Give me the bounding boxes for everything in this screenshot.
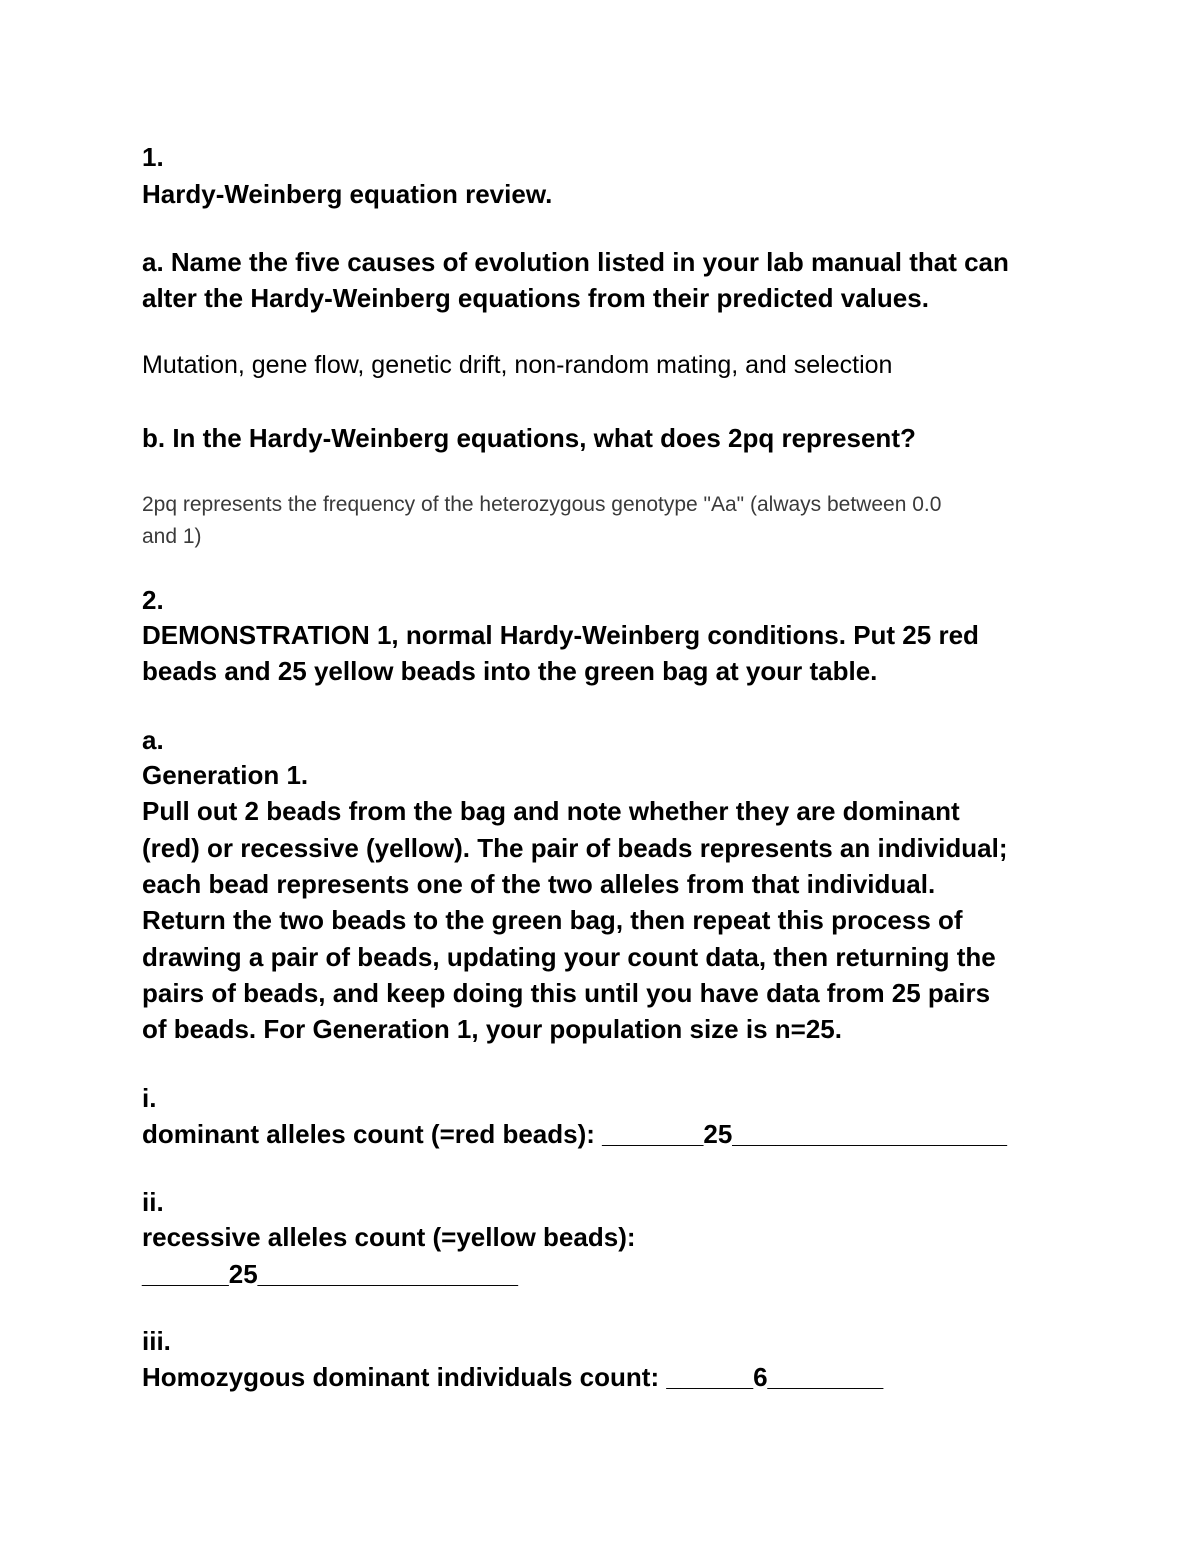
recessive-alleles-label: recessive alleles count (=yellow beads): [142,1222,636,1252]
instruction-line: drawing a pair of beads, updating your count data, then returning the [142,942,996,972]
question-1a-prompt-line-1: a. Name the five causes of evolution listed in your lab manual that can [142,247,1009,277]
question-1a-prompt-line-2: alter the Hardy-Weinberg equations from their predicted values. [142,283,929,313]
homozygous-dominant-count: Homozygous dominant individuals count: ______6________ [142,1362,884,1392]
item-i-label: i. [142,1083,157,1113]
instruction-line: Return the two beads to the green bag, then repeat this process of [142,905,963,935]
instruction-line: Pull out 2 beads from the bag and note whether they are dominant [142,796,960,826]
recessive-alleles-count: ______25__________________ [142,1259,518,1289]
question-1b-prompt: b. In the Hardy-Weinberg equations, what does 2pq represent? [142,423,916,453]
generation-heading: Generation 1. [142,760,309,790]
question-1a-answer: Mutation, gene flow, genetic drift, non-random mating, and selection [142,351,893,379]
question-1-title: Hardy-Weinberg equation review. [142,179,553,209]
question-2-number: 2. [142,585,164,615]
item-iii-label: iii. [142,1326,171,1356]
question-2-intro-line-2: beads and 25 yellow beads into the green bag at your table. [142,656,878,686]
instruction-line: each bead represents one of the two alleles from that individual. [142,869,936,899]
instruction-line: of beads. For Generation 1, your population size is n=25. [142,1014,842,1044]
instruction-line: pairs of beads, and keep doing this until you have data from 25 pairs [142,978,991,1008]
item-ii-label: ii. [142,1187,164,1217]
question-1-number: 1. [142,142,164,172]
instruction-line: (red) or recessive (yellow). The pair of beads represents an individual; [142,833,1008,863]
question-1b-answer-line-1: 2pq represents the frequency of the heterozygous genotype "Aa" (always between 0.0 [142,493,942,516]
dominant-alleles-count: dominant alleles count (=red beads): _______25___________________ [142,1119,1008,1149]
question-2-intro-line-1: DEMONSTRATION 1, normal Hardy-Weinberg conditions. Put 25 red [142,620,979,650]
question-1b-answer-line-2: and 1) [142,525,202,548]
question-2a-label: a. [142,725,164,755]
